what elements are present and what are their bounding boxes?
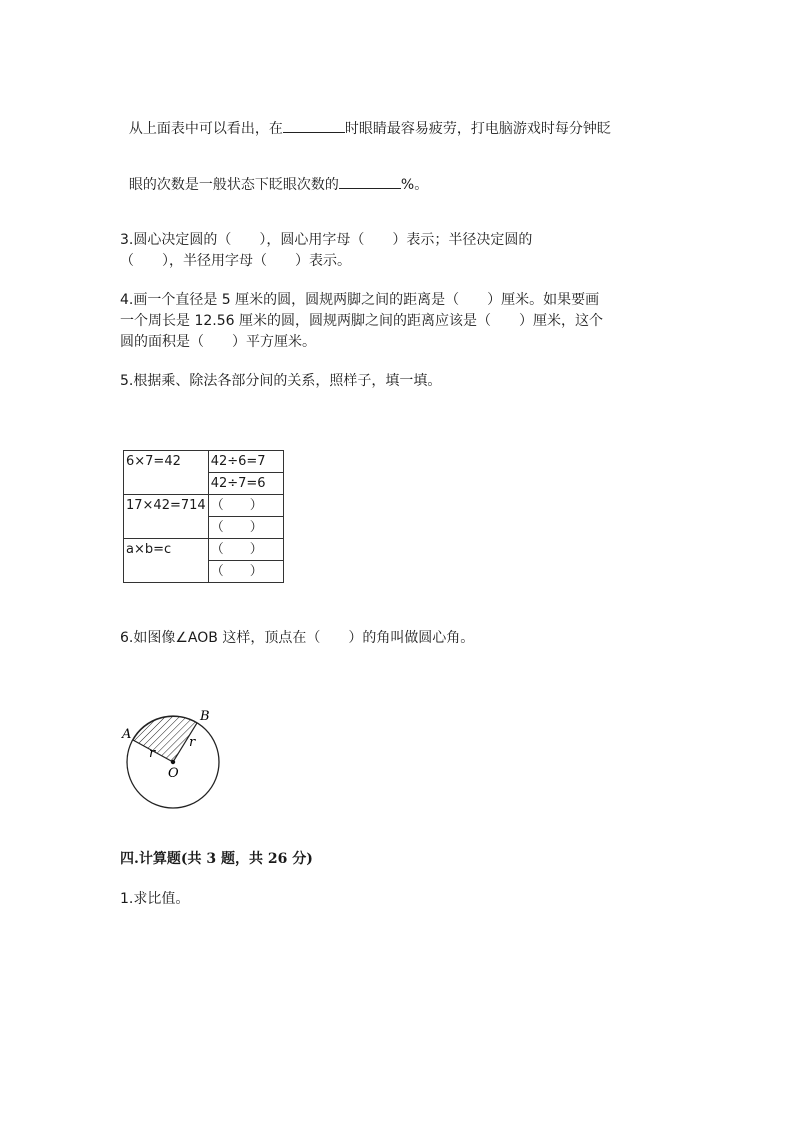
q6-line-1: 6.如图像∠AOB 这样，顶点在（ ）的角叫做圆心角。 bbox=[120, 630, 475, 646]
relation-table bbox=[123, 450, 284, 583]
q4-line-1: 4.画一个直径是 5 厘米的圆，圆规两脚之间的距离是（ ）厘米。如果要画 bbox=[120, 292, 600, 308]
section-4-q1: 1.求比值。 bbox=[120, 891, 190, 907]
q4-line-2: 一个周长是 12.56 厘米的圆，圆规两脚之间的距离应该是（ ）厘米，这个 bbox=[120, 313, 603, 329]
q3-line-1: 3.圆心决定圆的（ ），圆心用字母（ ）表示；半径决定圆的 bbox=[120, 232, 533, 248]
intro-text-1a: 从上面表中可以看出，在 bbox=[128, 121, 283, 137]
answer-cell[interactable]: （ ） bbox=[208, 561, 283, 583]
answer-cell[interactable]: （ ） bbox=[208, 495, 283, 517]
answer-cell[interactable]: （ ） bbox=[208, 517, 283, 539]
label-a: A bbox=[122, 727, 132, 742]
label-r-right: r bbox=[189, 735, 196, 750]
central-angle-figure bbox=[118, 700, 238, 815]
label-b: B bbox=[200, 709, 210, 724]
q3-line-2: （ ），半径用字母（ ）表示。 bbox=[120, 253, 351, 269]
center-point bbox=[171, 760, 175, 764]
sector-shaded bbox=[133, 716, 197, 762]
intro-line-2 bbox=[120, 154, 428, 195]
table-cell: 6×7=42 bbox=[124, 451, 209, 495]
fill-blank[interactable] bbox=[339, 174, 401, 189]
table-cell: 42÷7=6 bbox=[208, 473, 283, 495]
intro-line-1 bbox=[120, 98, 611, 139]
intro-text-2b: %。 bbox=[400, 177, 429, 193]
q4-line-3: 圆的面积是（ ）平方厘米。 bbox=[120, 334, 316, 350]
fill-blank[interactable] bbox=[283, 118, 345, 133]
intro-text-1b: 时眼睛最容易疲劳，打电脑游戏时每分钟眨 bbox=[344, 121, 611, 137]
table-cell: 17×42=714 bbox=[124, 495, 209, 539]
table-cell: a×b=c bbox=[124, 539, 209, 583]
label-o: O bbox=[168, 766, 179, 781]
label-r-left: r bbox=[149, 746, 156, 761]
section-4-title: 四.计算题(共 3 题，共 26 分) bbox=[120, 851, 313, 867]
q5-line-1: 5.根据乘、除法各部分间的关系，照样子，填一填。 bbox=[120, 373, 442, 389]
answer-cell[interactable]: （ ） bbox=[208, 539, 283, 561]
intro-text-2a: 眼的次数是一般状态下眨眼次数的 bbox=[128, 177, 339, 193]
table-cell: 42÷6=7 bbox=[208, 451, 283, 473]
